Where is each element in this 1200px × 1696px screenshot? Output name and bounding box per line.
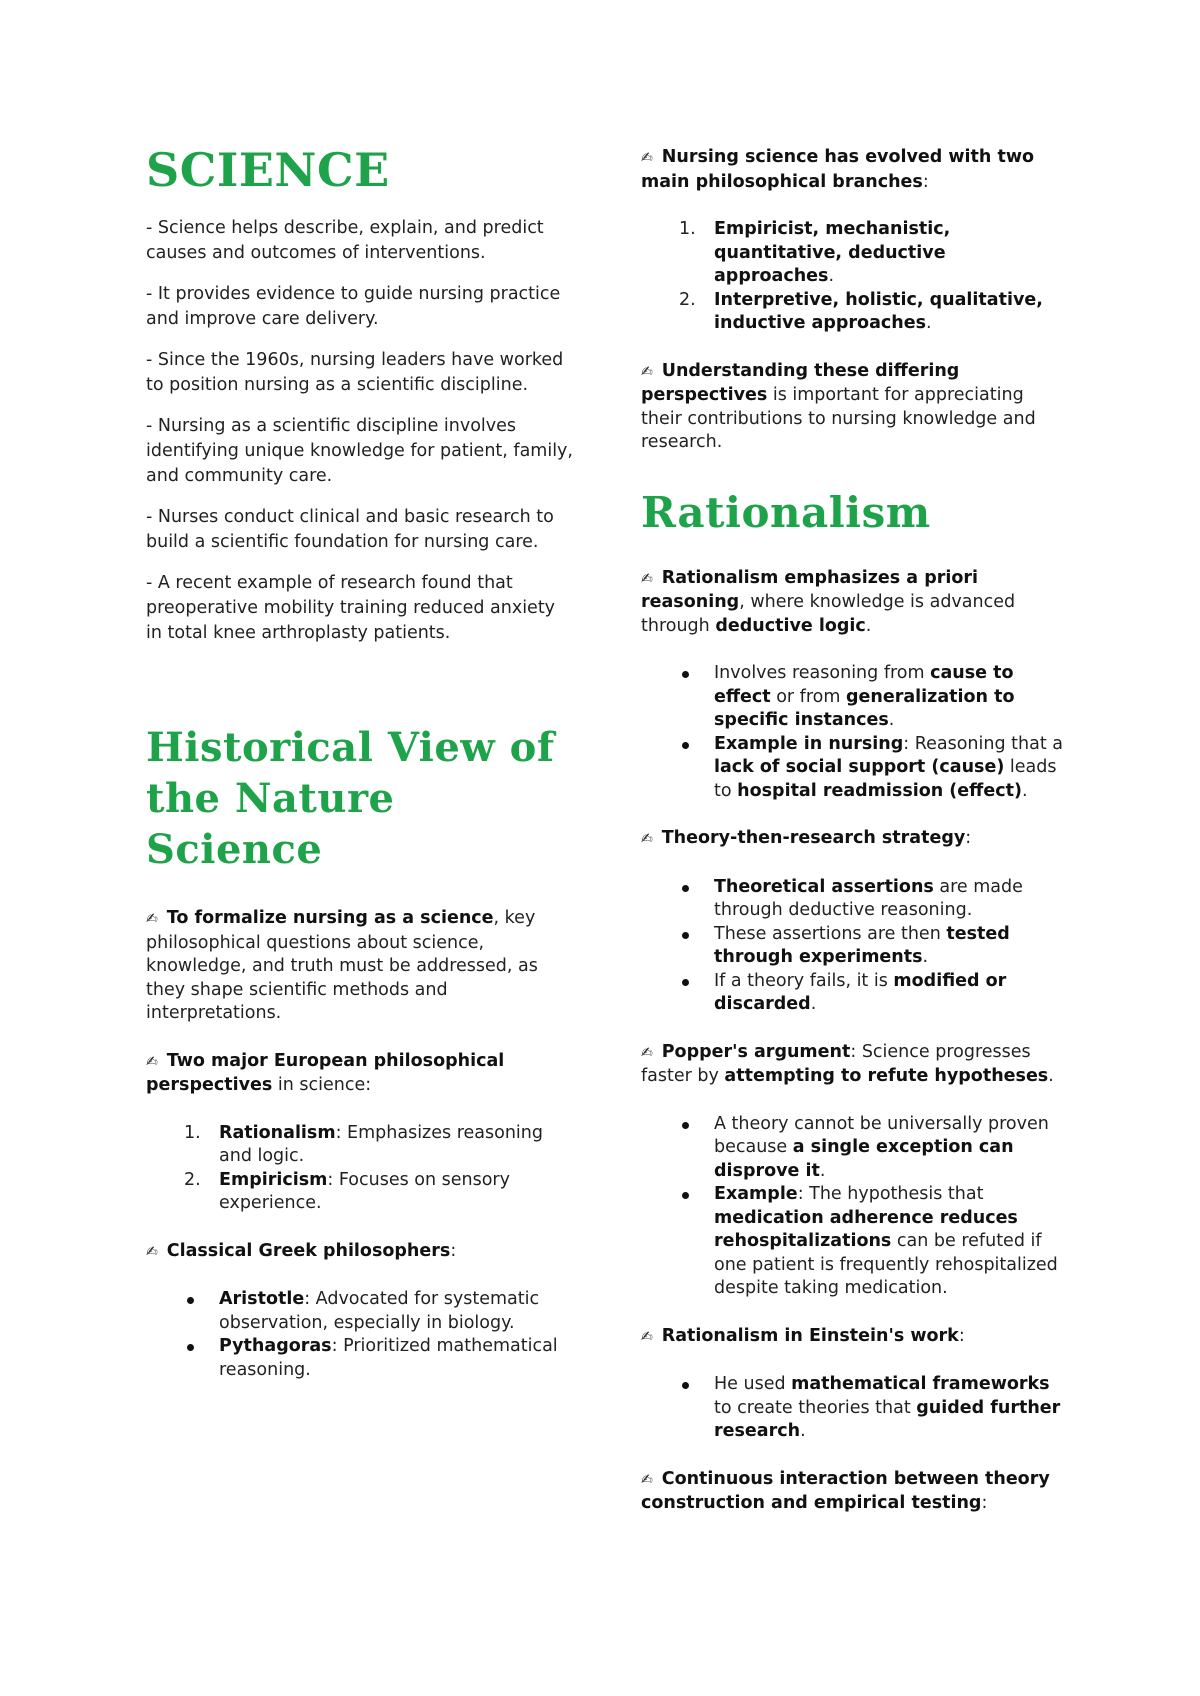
bullet-icon [682, 742, 689, 749]
pencil-icon: ✍ [146, 1053, 158, 1070]
science-point: - A recent example of research found that preoperative mobility training reduced anxiety in total knee arthroplasty patients. [146, 573, 556, 643]
bullet-icon [187, 1297, 194, 1304]
theory-list [641, 876, 1066, 1017]
bullet-icon [682, 671, 689, 678]
popper-list [641, 1113, 1066, 1301]
popper-paragraph: ✍ Popper's argument: Science progresses faster by attempting to refute hypotheses. [641, 1041, 1054, 1086]
science-point: - It provides evidence to guide nursing practice and improve care delivery. [146, 284, 561, 329]
list-item: Involves reasoning from cause to effect or from generalization to specific instances. [641, 662, 1066, 733]
list-item: Pythagoras: Prioritized mathematical reasoning. [146, 1335, 576, 1382]
rationalism-emphasizes-paragraph: ✍ Rationalism emphasizes a priori reasoning, where knowledge is advanced through deductive logic. [641, 567, 1016, 636]
einstein-list [641, 1373, 1066, 1444]
list-item: 2. Interpretive, holistic, qualitative, inductive approaches. [679, 289, 1043, 333]
list-item: A theory cannot be universally proven because a single exception can disprove it. [641, 1113, 1066, 1184]
perspectives-list [146, 1122, 576, 1216]
science-point: - Nurses conduct clinical and basic research to build a scientific foundation for nursing care. [146, 507, 554, 552]
evolved-paragraph: ✍ Nursing science has evolved with two main philosophical branches: [641, 147, 1035, 192]
philosophers-list [146, 1288, 576, 1382]
rationalism-heading: Rationalism [641, 487, 931, 537]
pencil-icon: ✍ [641, 150, 653, 166]
list-item: 1. Empiricist, mechanistic, quantitative, deductive approaches. [679, 219, 951, 286]
pencil-icon: ✍ [641, 1471, 653, 1488]
historical-view-heading: Historical View of the Nature Science [146, 724, 555, 873]
list-item: 2. Empiricism: Focuses on sensory experience. [184, 1169, 510, 1213]
science-point: - Nursing as a scientific discipline involves identifying unique knowledge for patient, family, and community care. [146, 416, 573, 486]
bullet-icon [187, 1344, 194, 1351]
right-column [641, 0, 1066, 1516]
bullet-icon [682, 885, 689, 892]
formalize-paragraph: ✍ To formalize nursing as a science, key philosophical questions about science, knowledge, and truth must be addressed, as they shape scientific methods and interpretations. [146, 908, 538, 1023]
bullet-icon [682, 1192, 689, 1199]
pencil-icon: ✍ [641, 1044, 653, 1061]
list-item: Aristotle: Advocated for systematic observation, especially in biology. [146, 1288, 576, 1335]
understanding-paragraph: ✍ Understanding these differing perspectives is important for appreciating their contributions to nursing knowledge and research. [641, 360, 1036, 452]
list-item: These assertions are then tested through experiments. [641, 923, 1066, 970]
bullet-icon [682, 1382, 689, 1389]
pencil-icon: ✍ [641, 570, 653, 587]
branches-list [641, 218, 1066, 336]
pencil-icon: ✍ [641, 363, 653, 380]
left-column [146, 0, 576, 1382]
einstein-paragraph: ✍ Rationalism in Einstein's work: [641, 1325, 1066, 1350]
reasoning-list [641, 662, 1066, 803]
science-points [146, 216, 576, 646]
pencil-icon: ✍ [146, 1243, 158, 1260]
continuous-paragraph: ✍ Continuous interaction between theory construction and empirical testing: [641, 1468, 1050, 1513]
bullet-icon [682, 979, 689, 986]
theory-then-paragraph: ✍ Theory-then-research strategy: [641, 827, 1066, 852]
list-item: Theoretical assertions are made through deductive reasoning. [641, 876, 1066, 923]
bullet-icon [682, 1122, 689, 1129]
pencil-icon: ✍ [641, 1328, 653, 1345]
pencil-icon: ✍ [146, 911, 158, 927]
list-item: Example: The hypothesis that medication adherence reduces rehospitalizations can be refuted if one patient is frequently rehospitalized despite taking medication. [641, 1183, 1066, 1301]
list-item: If a theory fails, it is modified or discarded. [641, 970, 1066, 1017]
science-point: - Science helps describe, explain, and predict causes and outcomes of interventions. [146, 218, 544, 263]
list-item: 1. Rationalism: Emphasizes reasoning and logic. [184, 1122, 543, 1166]
bullet-icon [682, 932, 689, 939]
two-major-paragraph: ✍ Two major European philosophical perspectives in science: [146, 1050, 505, 1095]
list-item: He used mathematical frameworks to create theories that guided further research. [641, 1373, 1066, 1444]
science-heading: SCIENCE [146, 143, 390, 197]
list-item: Example in nursing: Reasoning that a lack of social support (cause) leads to hospital readmission (effect). [641, 733, 1066, 804]
science-point: - Since the 1960s, nursing leaders have worked to position nursing as a scientific discipline. [146, 350, 564, 395]
pencil-icon: ✍ [641, 831, 653, 847]
greek-paragraph: ✍ Classical Greek philosophers: [146, 1240, 576, 1265]
